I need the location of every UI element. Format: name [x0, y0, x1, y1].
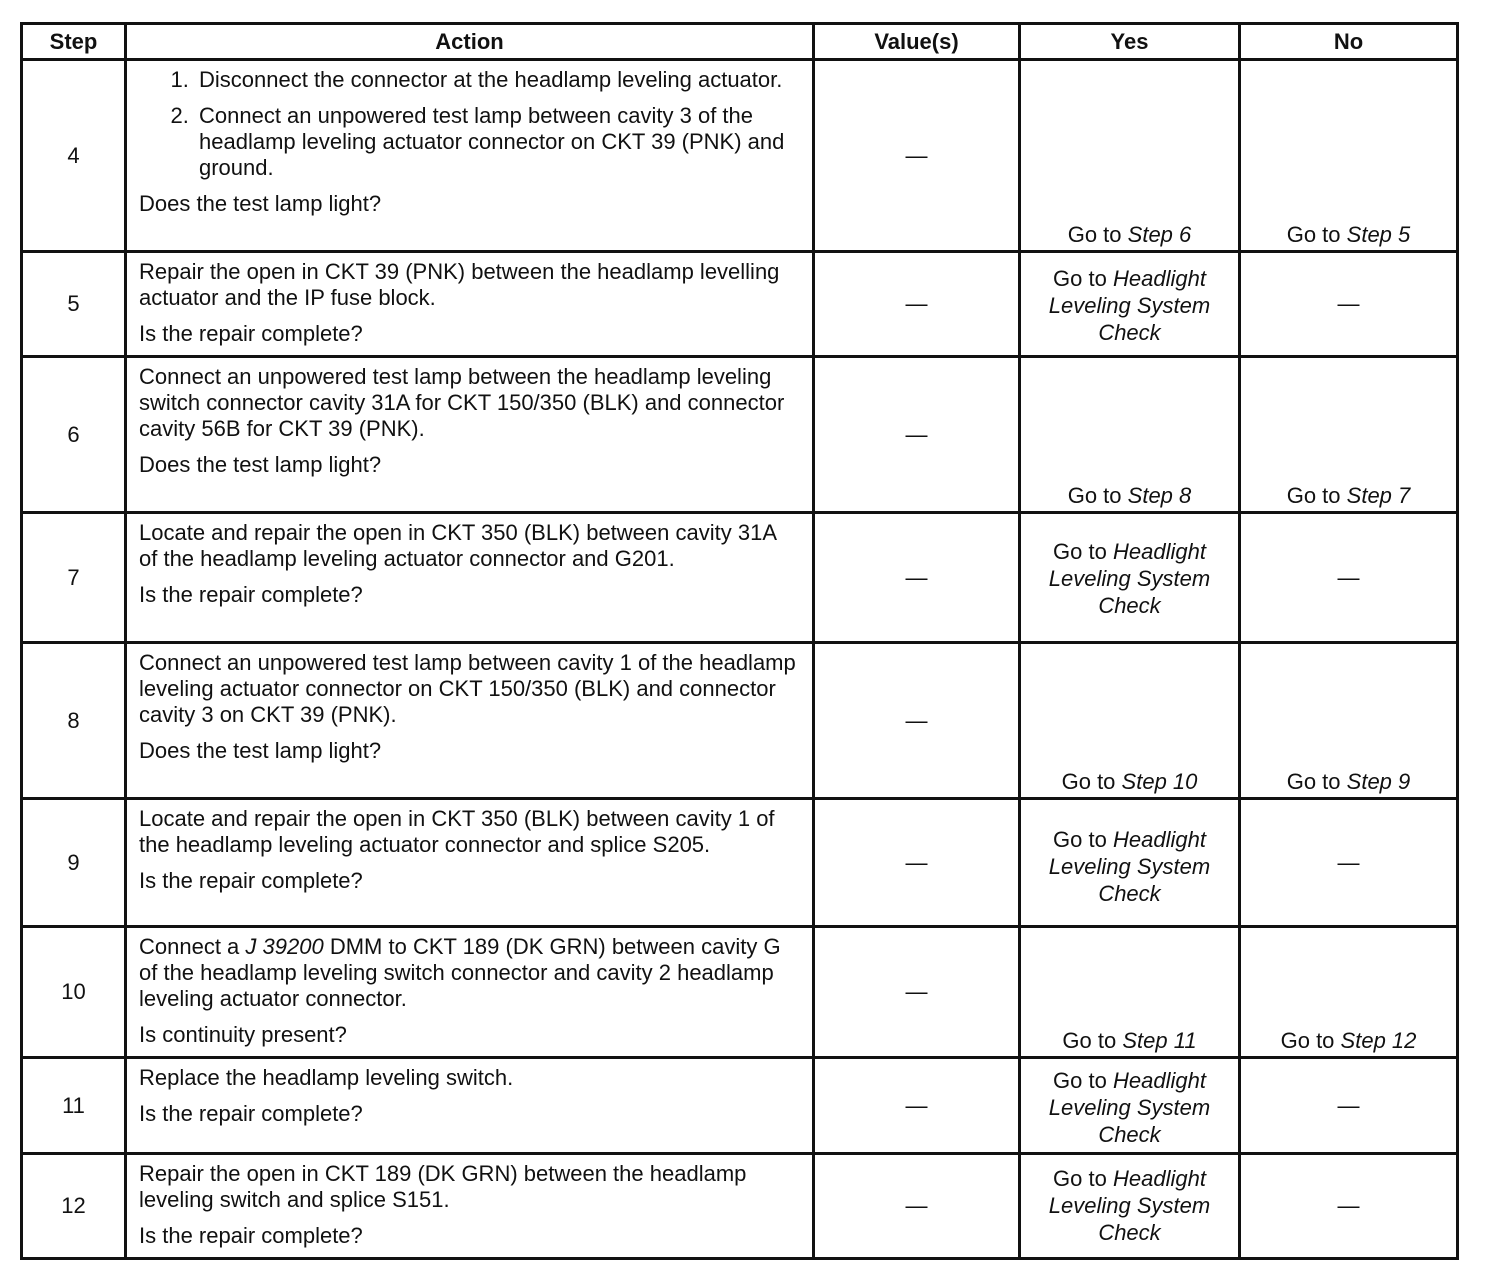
action-question: Does the test lamp light? [139, 452, 382, 477]
step-number: 11 [22, 1058, 126, 1154]
yes-target: Step 11 [1122, 1028, 1197, 1053]
header-no: No [1240, 24, 1458, 60]
no-cell [1240, 357, 1458, 513]
yes-cell [1020, 927, 1240, 1058]
value-cell: — [814, 252, 1020, 357]
value-cell: — [814, 357, 1020, 513]
action-cell [126, 60, 814, 252]
action-cell [126, 513, 814, 643]
action-question: Is continuity present? [139, 1022, 347, 1047]
yes-target: Headlight Leveling System Check [1048, 827, 1211, 906]
action-text: Repair the open in CKT 39 (PNK) between the headlamp levelling actuator and the IP fuse block. [139, 259, 780, 310]
action-text: Connect an unpowered test lamp between cavity 1 of the headlamp leveling actuator connector on CKT 150/350 (BLK) and connector cavity 3 on CKT 39 (PNK). [139, 650, 796, 727]
header-values: Value(s) [814, 24, 1020, 60]
action-question: Does the test lamp light? [139, 738, 382, 763]
yes-cell [1020, 643, 1240, 799]
step-number: 4 [22, 60, 126, 252]
no-cell: — [1240, 252, 1458, 357]
action-text: Replace the headlamp leveling switch. [139, 1065, 514, 1090]
no-cell: — [1240, 1154, 1458, 1259]
action-question: Is the repair complete? [139, 1223, 363, 1248]
action-cell [126, 927, 814, 1058]
no-cell: — [1240, 1058, 1458, 1154]
step-number: 6 [22, 357, 126, 513]
no-prefix: Go to [1286, 222, 1341, 247]
table-row [22, 252, 1458, 357]
table-row [22, 357, 1458, 513]
action-question: Is the repair complete? [139, 868, 363, 893]
action-text: Connect an unpowered test lamp between the headlamp leveling switch connector cavity 31A for CKT 150/350 (BLK) and connector cavity 56B for CKT 39 (PNK). [139, 364, 785, 441]
yes-prefix: Go to [1053, 827, 1107, 852]
yes-cell [1020, 60, 1240, 252]
no-prefix: Go to [1286, 769, 1341, 794]
step-number: 9 [22, 799, 126, 927]
action-question: Does the test lamp light? [139, 191, 382, 216]
action-text: Repair the open in CKT 189 (DK GRN) between the headlamp leveling switch and splice S151. [139, 1161, 747, 1212]
yes-cell [1020, 357, 1240, 513]
yes-prefix: Go to [1067, 483, 1122, 508]
yes-prefix: Go to [1067, 222, 1122, 247]
action-text-before: Connect a [139, 934, 240, 959]
yes-prefix: Go to [1062, 1028, 1117, 1053]
action-item: 2. Connect an unpowered test lamp between cavity 3 of the headlamp leveling actuator connector on CKT 39 (PNK) and ground. [195, 103, 800, 181]
header-step: Step [22, 24, 126, 60]
no-target: Step 5 [1346, 222, 1411, 247]
action-text: Locate and repair the open in CKT 350 (BLK) between cavity 1 of the headlamp leveling actuator connector and splice S205. [139, 806, 775, 857]
yes-target: Headlight Leveling System Check [1048, 1068, 1211, 1147]
table-row [22, 927, 1458, 1058]
value-cell: — [814, 643, 1020, 799]
value-cell: — [814, 60, 1020, 252]
table-row [22, 643, 1458, 799]
table-row [22, 513, 1458, 643]
tool-reference: J 39200 [245, 934, 324, 959]
step-number: 8 [22, 643, 126, 799]
yes-prefix: Go to [1053, 266, 1107, 291]
yes-prefix: Go to [1061, 769, 1116, 794]
no-target: Step 9 [1346, 769, 1411, 794]
step-number: 7 [22, 513, 126, 643]
action-cell [126, 357, 814, 513]
header-row [22, 24, 1458, 60]
yes-cell [1020, 799, 1240, 927]
step-number: 10 [22, 927, 126, 1058]
table-row [22, 1154, 1458, 1259]
action-cell [126, 1154, 814, 1259]
table-row [22, 1058, 1458, 1154]
action-text [139, 934, 800, 1012]
yes-cell [1020, 1154, 1240, 1259]
yes-target: Step 6 [1127, 222, 1192, 247]
action-cell [126, 643, 814, 799]
yes-target: Headlight Leveling System Check [1048, 266, 1211, 345]
no-prefix: Go to [1286, 483, 1341, 508]
action-question: Is the repair complete? [139, 582, 363, 607]
diagnostic-table [20, 22, 1459, 1260]
table-row [22, 60, 1458, 252]
action-text-after: DMM to CKT 189 (DK GRN) between cavity G of the headlamp leveling switch connector and cavity 2 headlamp leveling actuator connector. [139, 934, 781, 1011]
no-cell [1240, 60, 1458, 252]
yes-cell [1020, 252, 1240, 357]
no-cell [1240, 927, 1458, 1058]
yes-prefix: Go to [1053, 539, 1107, 564]
action-question: Is the repair complete? [139, 1101, 363, 1126]
yes-target: Headlight Leveling System Check [1048, 1166, 1211, 1245]
no-prefix: Go to [1280, 1028, 1335, 1053]
value-cell: — [814, 1154, 1020, 1259]
value-cell: — [814, 513, 1020, 643]
step-number: 12 [22, 1154, 126, 1259]
action-item: 1. Disconnect the connector at the headlamp leveling actuator. [195, 67, 800, 93]
step-number: 5 [22, 252, 126, 357]
header-yes: Yes [1020, 24, 1240, 60]
action-cell [126, 1058, 814, 1154]
no-cell: — [1240, 513, 1458, 643]
yes-target: Headlight Leveling System Check [1048, 539, 1211, 618]
action-text: Locate and repair the open in CKT 350 (BLK) between cavity 31A of the headlamp leveling actuator connector and G201. [139, 520, 776, 571]
yes-target: Step 8 [1127, 483, 1192, 508]
yes-cell [1020, 1058, 1240, 1154]
header-action: Action [126, 24, 814, 60]
yes-prefix: Go to [1053, 1166, 1107, 1191]
no-target: Step 12 [1340, 1028, 1417, 1053]
table-row [22, 799, 1458, 927]
action-cell [126, 799, 814, 927]
no-cell [1240, 643, 1458, 799]
action-cell [126, 252, 814, 357]
action-question: Is the repair complete? [139, 321, 363, 346]
yes-prefix: Go to [1053, 1068, 1107, 1093]
yes-cell [1020, 513, 1240, 643]
no-cell: — [1240, 799, 1458, 927]
yes-target: Step 10 [1121, 769, 1198, 794]
no-target: Step 7 [1346, 483, 1411, 508]
value-cell: — [814, 1058, 1020, 1154]
action-list [139, 67, 800, 181]
value-cell: — [814, 799, 1020, 927]
value-cell: — [814, 927, 1020, 1058]
